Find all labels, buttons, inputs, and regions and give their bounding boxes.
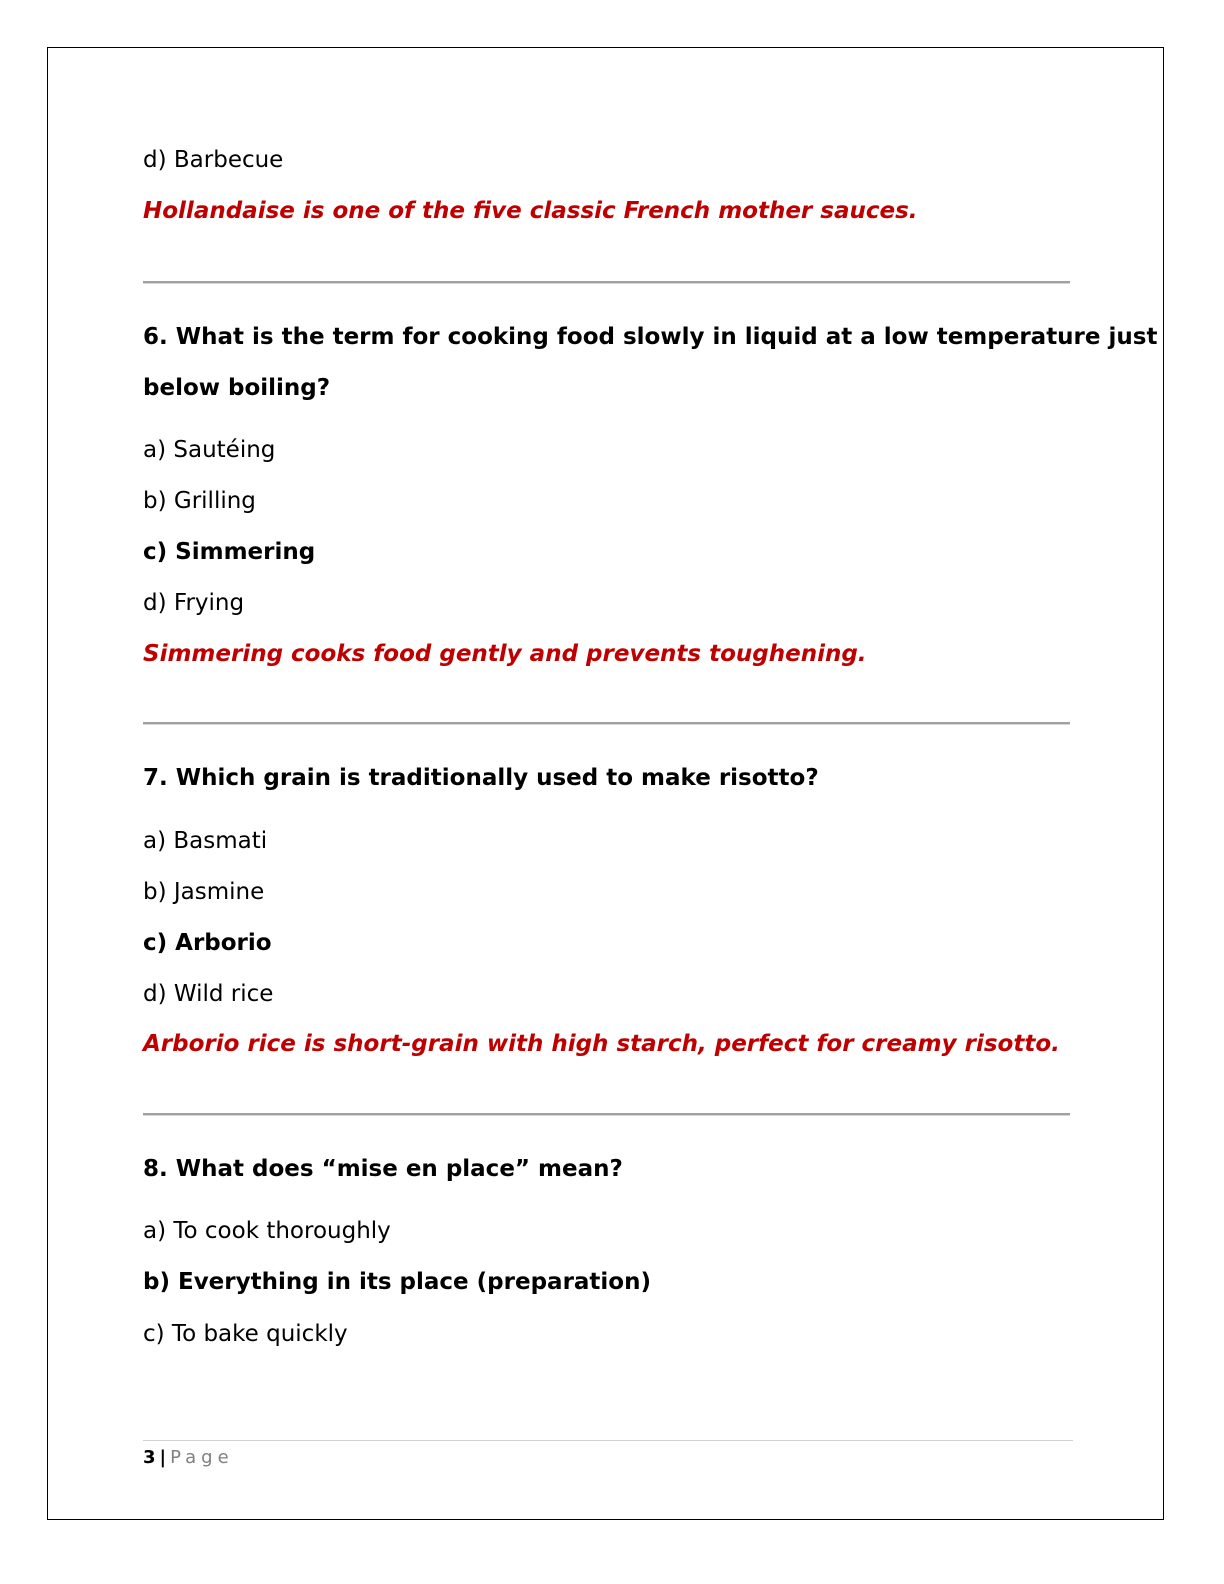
q7-explanation: Arborio rice is short-grain with high starch, perfect for creamy risotto. <box>143 1031 1060 1057</box>
q8-option-a: a) To cook thoroughly <box>143 1218 391 1244</box>
divider-q7-q8 <box>143 1113 1070 1116</box>
page-label: Page <box>170 1447 234 1468</box>
q6-question-line2: below boiling? <box>143 375 331 401</box>
page-number: 3 <box>143 1447 156 1468</box>
divider-q6-q7 <box>143 722 1070 725</box>
q7-question: 7. Which grain is traditionally used to make risotto? <box>143 765 819 791</box>
q5-option-d: d) Barbecue <box>143 147 284 173</box>
q7-option-c-correct: c) Arborio <box>143 930 272 956</box>
q6-option-d: d) Frying <box>143 590 245 616</box>
q7-option-a: a) Basmati <box>143 828 268 854</box>
q6-explanation: Simmering cooks food gently and prevents toughening. <box>143 641 867 667</box>
q8-question: 8. What does “mise en place” mean? <box>143 1156 623 1182</box>
divider-q5-q6 <box>143 281 1070 284</box>
q8-option-b-correct: b) Everything in its place (preparation) <box>143 1269 651 1295</box>
q6-option-b: b) Grilling <box>143 488 256 514</box>
q6-option-c-correct: c) Simmering <box>143 539 316 565</box>
footer-rule <box>143 1440 1073 1441</box>
q8-option-c: c) To bake quickly <box>143 1321 348 1347</box>
q5-explanation: Hollandaise is one of the five classic French mother sauces. <box>143 198 918 224</box>
q6-question-line1: 6. What is the term for cooking food slowly in liquid at a low temperature just <box>143 324 1158 350</box>
page-footer <box>143 1446 234 1470</box>
q7-option-b: b) Jasmine <box>143 879 265 905</box>
q7-option-d: d) Wild rice <box>143 981 274 1007</box>
footer-separator: | <box>159 1447 167 1468</box>
q6-option-a: a) Sautéing <box>143 437 276 463</box>
